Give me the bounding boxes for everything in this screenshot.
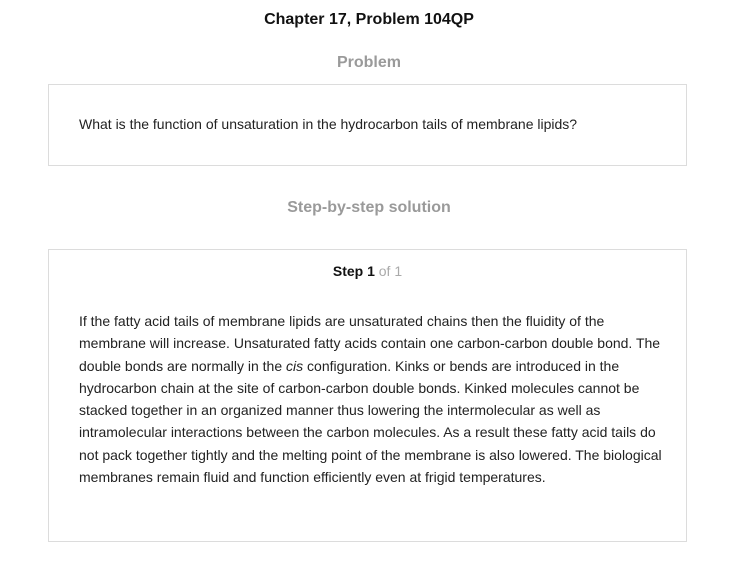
step-text-italic-cis: cis <box>286 357 304 374</box>
step-text-part-1: If the fatty acid tails of membrane lipids are unsaturated chains then the fluidity of the membrane will increase. Unsaturated fatty acids contain one carbon-carbon double bond. The double bonds are normally in the <box>79 313 661 374</box>
step-label: Step 1 <box>332 263 375 279</box>
problem-box <box>48 84 687 166</box>
step-count: of 1 <box>378 263 403 279</box>
step-header <box>49 263 686 279</box>
step-text-part-2: configuration. Kinks or bends are introduced in the hydrocarbon chain at the site of carbon-carbon double bonds. Kinked molecules cannot be stacked together in an organized manner thus lowering the intermolecular as well as intramolecular interactions between the carbon molecules. As a result these fatty acid tails do not pack together tightly and the melting point of the membrane is also lowered. The biological membranes remain fluid and function efficiently even at frigid temperatures. <box>79 357 662 486</box>
problem-heading: Problem <box>336 54 401 71</box>
problem-text: What is the function of unsaturation in the hydrocarbon tails of membrane lipids? <box>79 116 578 132</box>
step-explanation <box>79 310 669 488</box>
solution-heading: Step-by-step solution <box>287 199 451 216</box>
page-title: Chapter 17, Problem 104QP <box>264 11 474 28</box>
solution-box <box>48 249 687 542</box>
